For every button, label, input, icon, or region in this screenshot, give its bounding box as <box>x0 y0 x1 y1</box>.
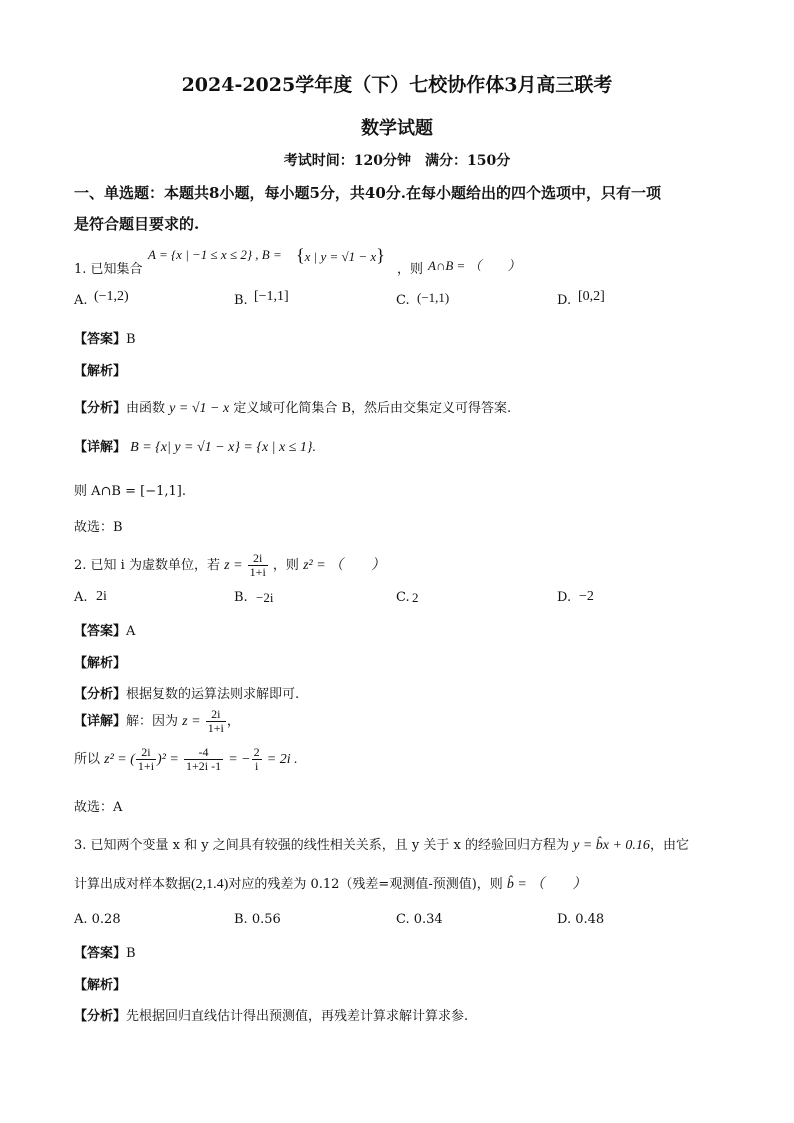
q2-option-b: −2i <box>256 590 274 605</box>
q3-option-d: D. 0.48 <box>557 912 605 927</box>
q1-option-d-label: D. <box>557 293 572 308</box>
question-2-stem: 2. 已知 i 为虚数单位，若 z = $\frac{2i}{1+i}$ ，则 z² = （ ） <box>74 551 386 579</box>
q2-fenxi: 【分析】根据复数的运算法则求解即可. <box>74 687 300 702</box>
question-1-set-b: {x | y = √1 − x} <box>296 245 385 265</box>
q2-line2: 所以 z² = ( $\frac{2i}{1+i}$ )² = $\frac{-4}{1+2i -1}$ = − $\frac{2}{i}$ = 2i . <box>74 745 298 773</box>
question-2-number: 2. <box>74 558 87 573</box>
q1-option-c: (−1,1) <box>417 290 450 305</box>
q2-analysis-label: 【解析】 <box>74 656 127 671</box>
q1-detail-math: B = {x| y = √1 − x} = {x | x ≤ 1}. <box>130 440 317 455</box>
question-1-ask: A∩B = （ ） <box>428 258 521 273</box>
subject-title: 数学试题 <box>361 118 433 139</box>
q3-option-a: A. 0.28 <box>74 912 121 927</box>
question-2-fraction: $\frac{2i}{1+i}$ <box>249 551 266 579</box>
q3-analysis-label: 【解析】 <box>74 978 127 993</box>
question-3-regression: y = b̂x + 0.16 <box>573 838 650 853</box>
q1-analysis-label: 【解析】 <box>74 364 127 379</box>
q1-option-b-label: B. <box>234 293 248 308</box>
q1-line2: 则 A∩B = [−1,1]. <box>74 484 186 499</box>
q2-conclusion: 故选：A <box>74 800 123 815</box>
q2-option-a-label: A. <box>74 590 88 605</box>
q2-option-d: −2 <box>579 589 594 604</box>
q3-option-c: C. 0.34 <box>396 912 443 927</box>
question-2-ask: z² = （ ） <box>303 558 386 573</box>
question-1-set-a: A = {x | −1 ≤ x ≤ 2} , B = <box>148 247 282 262</box>
q1-conclusion: 故选：B <box>74 520 123 535</box>
question-3-line2: 计算出成对样本数据(2,1.4)对应的残差为 0.12（残差=观测值-预测值)，则 b̂ = （ ） <box>74 877 587 892</box>
q1-option-a-label: A. <box>74 293 88 308</box>
q2-option-b-label: B. <box>234 590 248 605</box>
q2-option-c: 2 <box>412 590 419 605</box>
q1-fenxi: 【分析】由函数 y = √1 − x 定义域可化简集合 B，然后由交集定义可得答案. <box>74 401 512 416</box>
q1-detail: 【详解】 B = {x| y = √1 − x} = {x | x ≤ 1}. <box>74 440 317 455</box>
q1-answer: 【答案】B <box>74 332 136 347</box>
q2-answer: 【答案】A <box>74 624 136 639</box>
q1-option-c-label: C. <box>396 293 410 308</box>
question-3-line1: 3. 已知两个变量 x 和 y 之间具有较强的线性相关关系，且 y 关于 x 的经验回归方程为 y = b̂x + 0.16，由它 <box>74 838 689 853</box>
q2-option-c-label: C. <box>396 590 410 605</box>
section-heading-line1: 一、单选题：本题共8小题，每小题5分，共40分.在每小题给出的四个选项中，只有一项 <box>74 184 661 202</box>
question-1-stem <box>74 258 143 277</box>
question-3-ask: b̂ = （ ） <box>506 877 587 892</box>
exam-info: 考试时间：120分钟 满分：150分 <box>283 153 511 169</box>
q3-option-b: B. 0.56 <box>234 912 281 927</box>
q1-option-d: [0,2] <box>578 289 605 304</box>
q2-option-a: 2i <box>96 589 107 604</box>
section-heading-line2: 是符合题目要求的. <box>74 215 200 233</box>
q1-fenxi-math: y = √1 − x <box>169 401 230 416</box>
q2-option-d-label: D. <box>557 590 572 605</box>
question-1-text-pre: 已知集合 <box>90 262 143 277</box>
question-3-number: 3. <box>74 838 87 853</box>
question-1-text-post: ，则 <box>397 262 424 277</box>
q3-fenxi: 【分析】先根据回归直线估计得出预测值，再残差计算求解计算求参. <box>74 1009 469 1024</box>
exam-title: 2024-2025学年度（下）七校协作体3月高三联考 <box>181 74 613 96</box>
q1-option-a: (−1,2) <box>94 289 129 304</box>
q3-answer: 【答案】B <box>74 946 136 961</box>
question-1-number: 1. <box>74 262 87 277</box>
q1-option-b: [−1,1] <box>254 289 289 304</box>
q2-detail: 【详解】解：因为 z = $\frac{2i}{1+i}$ ， <box>74 707 240 735</box>
